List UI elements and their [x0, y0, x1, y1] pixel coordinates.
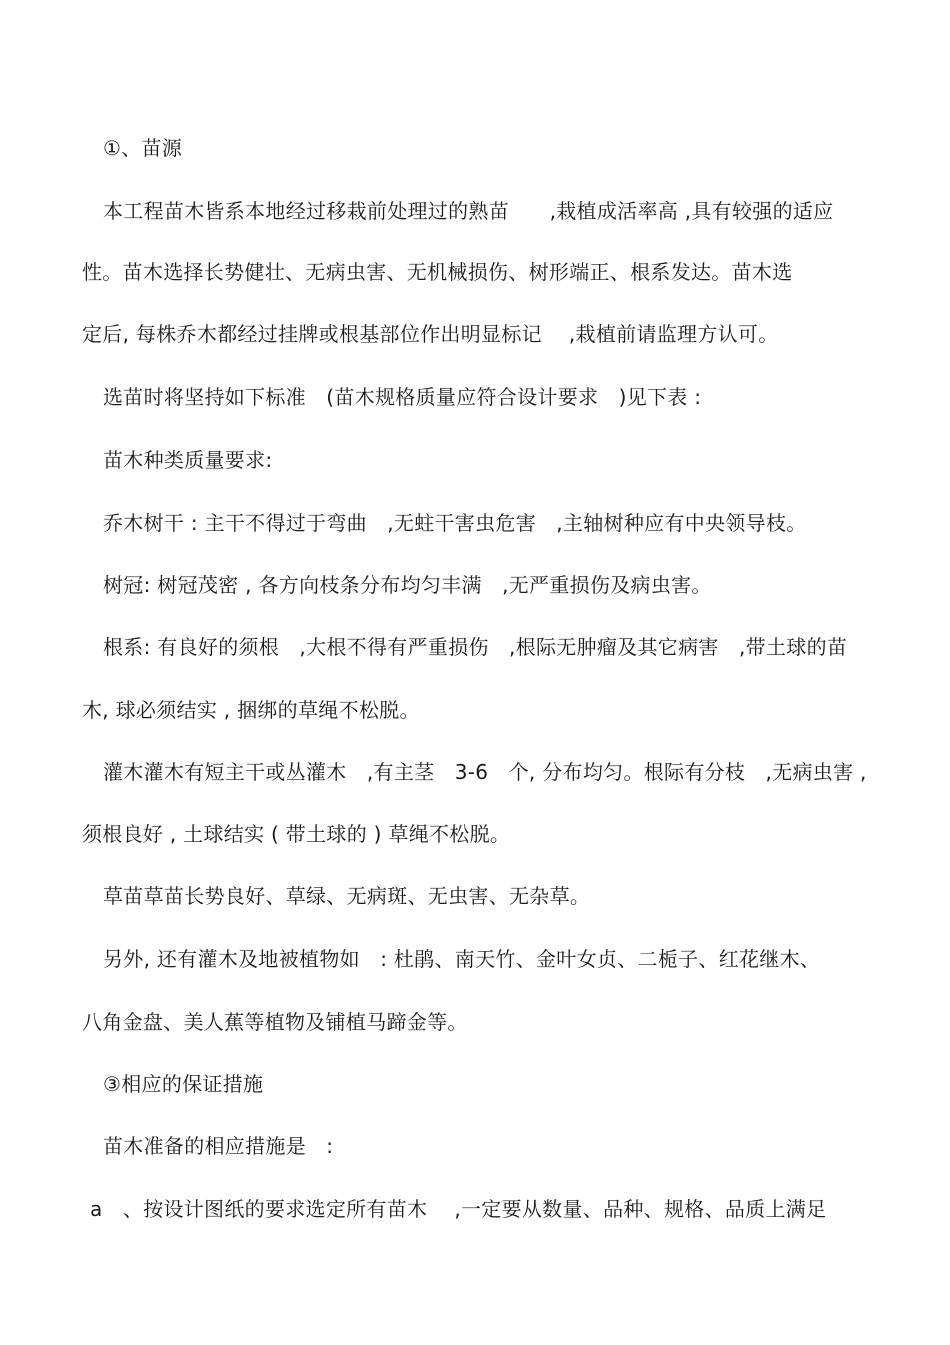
paragraph-line: 本工程苗木皆系本地经过移栽前处理过的熟苗 ,栽植成活率高 ,具有较强的适应: [103, 199, 834, 223]
paragraph-line: 苗木准备的相应措施是 :: [103, 1134, 334, 1158]
list-item-a: a 、按设计图纸的要求选定所有苗木 ,一定要从数量、品种、规格、品质上满足: [90, 1197, 827, 1221]
heading-seedling-source: ①、苗源: [103, 136, 183, 160]
paragraph-line: 根系: 有良好的须根 ,大根不得有严重损伤 ,根际无肿瘤及其它病害 ,带土球的苗: [103, 635, 848, 659]
paragraph-line: 灌木灌木有短主干或丛灌木 ,有主茎 3-6 个, 分布均匀。根际有分枝 ,无病虫害 ,: [103, 760, 867, 784]
paragraph-line: 定后, 每株乔木都经过挂牌或根基部位作出明显标记 ,栽植前请监理方认可。: [82, 322, 779, 346]
paragraph-line: 性。苗木选择长势健壮、无病虫害、无机械损伤、树形端正、根系发达。苗木选: [82, 260, 793, 284]
paragraph-line: 木, 球必须结实 , 捆绑的草绳不松脱。: [82, 698, 420, 722]
subheading-quality-requirements: 苗木种类质量要求:: [103, 448, 273, 472]
paragraph-line: 须根良好 , 土球结实 ( 带土球的 ) 草绳不松脱。: [82, 822, 511, 846]
paragraph-line: 八角金盘、美人蕉等植物及铺植马蹄金等。: [82, 1010, 468, 1034]
heading-guarantee-measures: ③相应的保证措施: [103, 1072, 264, 1096]
paragraph-line: 乔木树干 : 主干不得过于弯曲 ,无蛀干害虫危害 ,主轴树种应有中央领导枝。: [103, 511, 807, 535]
paragraph-line: 另外, 还有灌木及地被植物如 : 杜鹃、南天竹、金叶女贞、二栀子、红花继木、: [103, 947, 821, 971]
paragraph-line: 选苗时将坚持如下标准 (苗木规格质量应符合设计要求 )见下表 :: [103, 385, 702, 409]
paragraph-line: 树冠: 树冠茂密 , 各方向枝条分布均匀丰满 ,无严重损伤及病虫害。: [103, 573, 712, 597]
paragraph-line: 草苗草苗长势良好、草绿、无病斑、无虫害、无杂草。: [103, 884, 591, 908]
